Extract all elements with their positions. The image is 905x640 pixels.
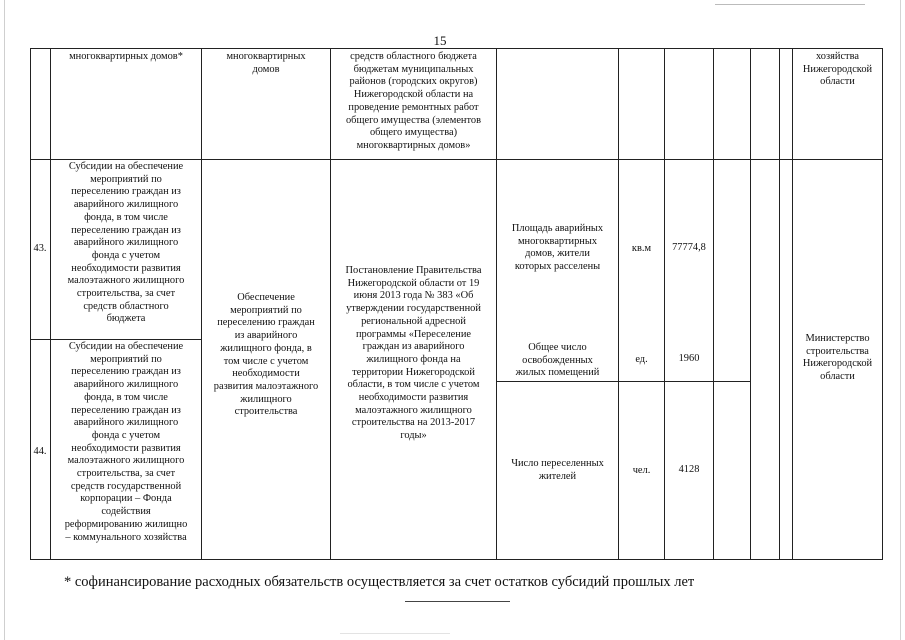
page-number: 15 xyxy=(433,33,447,48)
row-44-subsidy-name: Субсидии на обеспечение мероприятий по переселению граждан из аварийного жилищного фонда, в том числе переселению граждан из аварийного жилищного фонда с учетом необходимости развития малоэтажного жилищного строительства, за счет средств государственной корпорации – Фонда содействия реформированию жилищно – коммунального хозяйства xyxy=(64,341,188,543)
purpose-merged-cell: Обеспечение мероприятий по переселению граждан из аварийного жилищного фонда, в том числе с учетом необходимости развития малоэтажного жилищного строительства xyxy=(213,292,319,418)
col-border-11 xyxy=(882,48,883,560)
footnote: * софинансирование расходных обязательств осуществляется за счет остатков субсидий прошлых лет xyxy=(64,574,695,590)
footnote-underline xyxy=(405,601,510,602)
table-bottom-border xyxy=(30,559,883,560)
row-44-number: 44. xyxy=(33,446,47,457)
row-44-indicator: Число переселенных жителей xyxy=(511,458,604,482)
col-border-6 xyxy=(664,48,665,560)
row-divider-cont xyxy=(30,159,883,160)
row-43-subsidy-name: Субсидии на обеспечение мероприятий по переселению граждан из аварийного жилищного фонда, в том числе переселению граждан из аварийного жилищного фонда с учетом необходимости развития малоэтажного жилищного строительства, за счет средств областного бюджета xyxy=(67,161,185,325)
row-43-unit: кв.м xyxy=(631,243,652,254)
row-43b-indicator: Общее число освобожденных жилых помещений xyxy=(515,342,600,379)
cont-regulation-cell: средств областного бюджета бюджетам муниципальных районов (городских округов) Нижегородской области на проведение ремонтных работ общего имущества (элементов общего имущества) многоквартирных домов» xyxy=(345,51,481,151)
col-border-0 xyxy=(30,48,31,560)
data-table xyxy=(30,48,883,560)
cont-program-cell: многоквартирных домов* xyxy=(69,51,183,62)
scan-mark-top xyxy=(715,4,865,5)
row-44-unit: чел. xyxy=(632,465,651,476)
col-border-5 xyxy=(618,48,619,560)
row-divider-indicator xyxy=(496,381,750,382)
col-border-7 xyxy=(713,48,714,560)
row-44-value: 4128 xyxy=(678,464,700,475)
scan-edge-right xyxy=(900,0,901,640)
col-border-9 xyxy=(779,48,780,560)
ministry-merged-cell: Министерство строительства Нижегородской области xyxy=(802,333,873,383)
regulation-merged-cell: Постановление Правительства Нижегородской области от 19 июня 2013 года № 383 «Об утверждении государственной региональной адресной программы «Переселение граждан из аварийного жилищного фонда на территории Нижегородской области, в том числе с учетом необходимости развития малоэтажного жилищного строительства на 2013-2017 годы» xyxy=(345,265,482,442)
row-43b-unit: ед. xyxy=(635,354,648,365)
col-border-8 xyxy=(750,48,751,560)
row-divider-43-44 xyxy=(30,339,201,340)
table-top-border xyxy=(30,48,883,49)
scan-mark-bottom xyxy=(340,633,450,634)
row-43b-value: 1960 xyxy=(678,353,700,364)
col-border-10 xyxy=(792,48,793,560)
scan-edge-left xyxy=(4,0,5,640)
cont-purpose-cell: многоквартирных домов xyxy=(226,51,306,75)
row-43-value: 77774,8 xyxy=(672,242,706,253)
cont-ministry-cell: хозяйства Нижегородской области xyxy=(802,51,873,88)
row-43-indicator: Площадь аварийных многоквартирных домов, жители которых расселены xyxy=(511,223,604,273)
row-43-number: 43. xyxy=(33,243,47,254)
